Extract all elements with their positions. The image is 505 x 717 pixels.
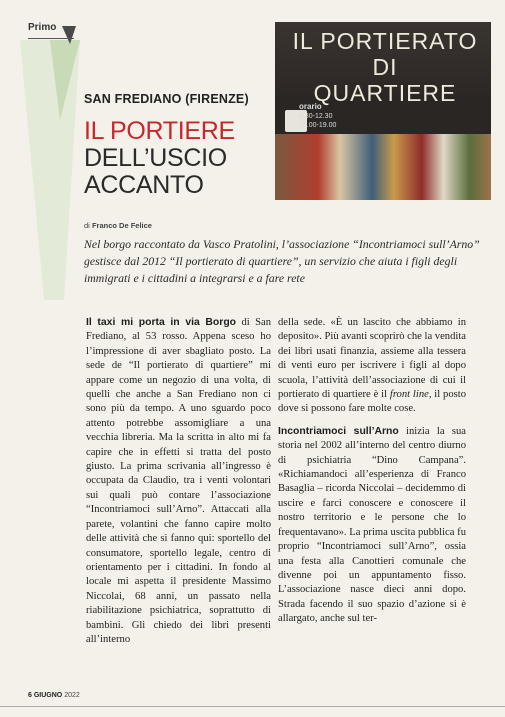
section-label: Primo bbox=[28, 22, 57, 33]
hours-label: orario bbox=[299, 102, 322, 111]
book-display bbox=[275, 134, 491, 200]
article-kicker: SAN FREDIANO (FIRENZE) bbox=[84, 92, 249, 106]
standfirst: Nel borgo raccontato da Vasco Pratolini, l’associazione “Incontriamoci sull’Arno” gestisce dal 2012 “Il portierato di quartiere”, un servizio che aiuta i figli degli immigrati e i cittadini a integrarsi e a fare rete bbox=[84, 237, 480, 285]
headline-line-3: ACCANTO bbox=[84, 171, 204, 199]
col1-text: di San Frediano, al 53 rosso. Appena sceso ho l’impressione di aver sbagliato posto. La sede de “Il portierato di quartiere” mi appare come un negozio di una volta, di quelli che anche a San Frediano non ci sono più da tempo. A uno sguardo poco attento potrebbe assomigliare a una vecchia libreria. Ma la scritta in alto mi fa capire che in effetti si tratta del posto giusto. La prima scrivania all’ingresso è occupata da Claudio, tra i venti volontari sui quali può contare l’associazione “Incontriamoci sull’Arno”. Attaccati alla parete, volantini che fanno capire molto delle attività che si fanno qui: sportello del consumatore, sportello legale, centro di orientamento per i cittadini. In fondo al locale mi aspetta il presidente Massimo Niccolai, 68 anni, un passato nella riabilitazione psichiatrica, soprattutto di bambini. Gli chiedo dei libri presenti all’interno bbox=[86, 317, 271, 645]
issue-month: GIUGNO bbox=[33, 692, 63, 699]
shop-sign-line-1: IL PORTIERATO DI bbox=[292, 28, 478, 80]
storefront-photo bbox=[275, 22, 491, 200]
headline-line-1: IL PORTIERE bbox=[84, 117, 235, 145]
body-column-2 bbox=[278, 316, 466, 627]
shop-sign-text bbox=[285, 28, 485, 106]
hours-morning: 9.30-12.30 bbox=[299, 113, 333, 120]
headline-line-2: DELL’USCIO bbox=[84, 144, 227, 172]
byline-author: Franco De Felice bbox=[91, 221, 152, 230]
section-divider bbox=[28, 38, 74, 39]
hours-afternoon: 15.00-19.00 bbox=[299, 122, 337, 129]
col2-text-2: inizia la sua storia nel 2002 all’interno del centro diurno di psichiatria “Dino Campana”. «Richiamandoci all’esperienza di Franco Basaglia – ricorda Niccolai – decidemmo di uscire e farci conoscere e conoscere il nostro territorio e le persone che lo frequentavano». La prima uscita pubblica fu proprio “Incontriamoci sull’Arno”, ossia una festa alla Canottieri comunale che divenne poi un appuntamento fisso. L’associazione nasce dieci anni dopo. Strada facendo il suo spazio d’azione si è allargato, anche sul ter- bbox=[278, 425, 466, 625]
article-headline bbox=[84, 118, 235, 199]
byline-prefix: di bbox=[84, 221, 90, 230]
col2-text-1: della sede. «È un lascito che abbiamo in deposito». Più avanti scoprirò che la vendita dei libri usati finanzia, assieme alla tessera di venti euro per iscrivere i figli al dopo scuola, l’attività dell’associazione di cui il portierato di quartiere è il bbox=[278, 317, 466, 401]
shop-sign-line-2: QUARTIERE bbox=[313, 80, 457, 106]
opening-hours bbox=[299, 102, 336, 130]
byline bbox=[84, 221, 152, 230]
issue-year: 2022 bbox=[64, 692, 80, 699]
col2-lead-in: Incontriamoci sull’Arno bbox=[278, 425, 399, 437]
col1-lead-in: Il taxi mi porta in via Borgo bbox=[86, 317, 237, 328]
col2-italic-term: front line bbox=[389, 389, 429, 401]
body-column-1 bbox=[86, 316, 271, 647]
footer-divider bbox=[0, 706, 505, 707]
col2-text-1b: , il posto dove si possono fare molte cose. bbox=[278, 389, 466, 415]
page-number: 6 bbox=[28, 692, 32, 699]
page-footer bbox=[28, 692, 80, 699]
